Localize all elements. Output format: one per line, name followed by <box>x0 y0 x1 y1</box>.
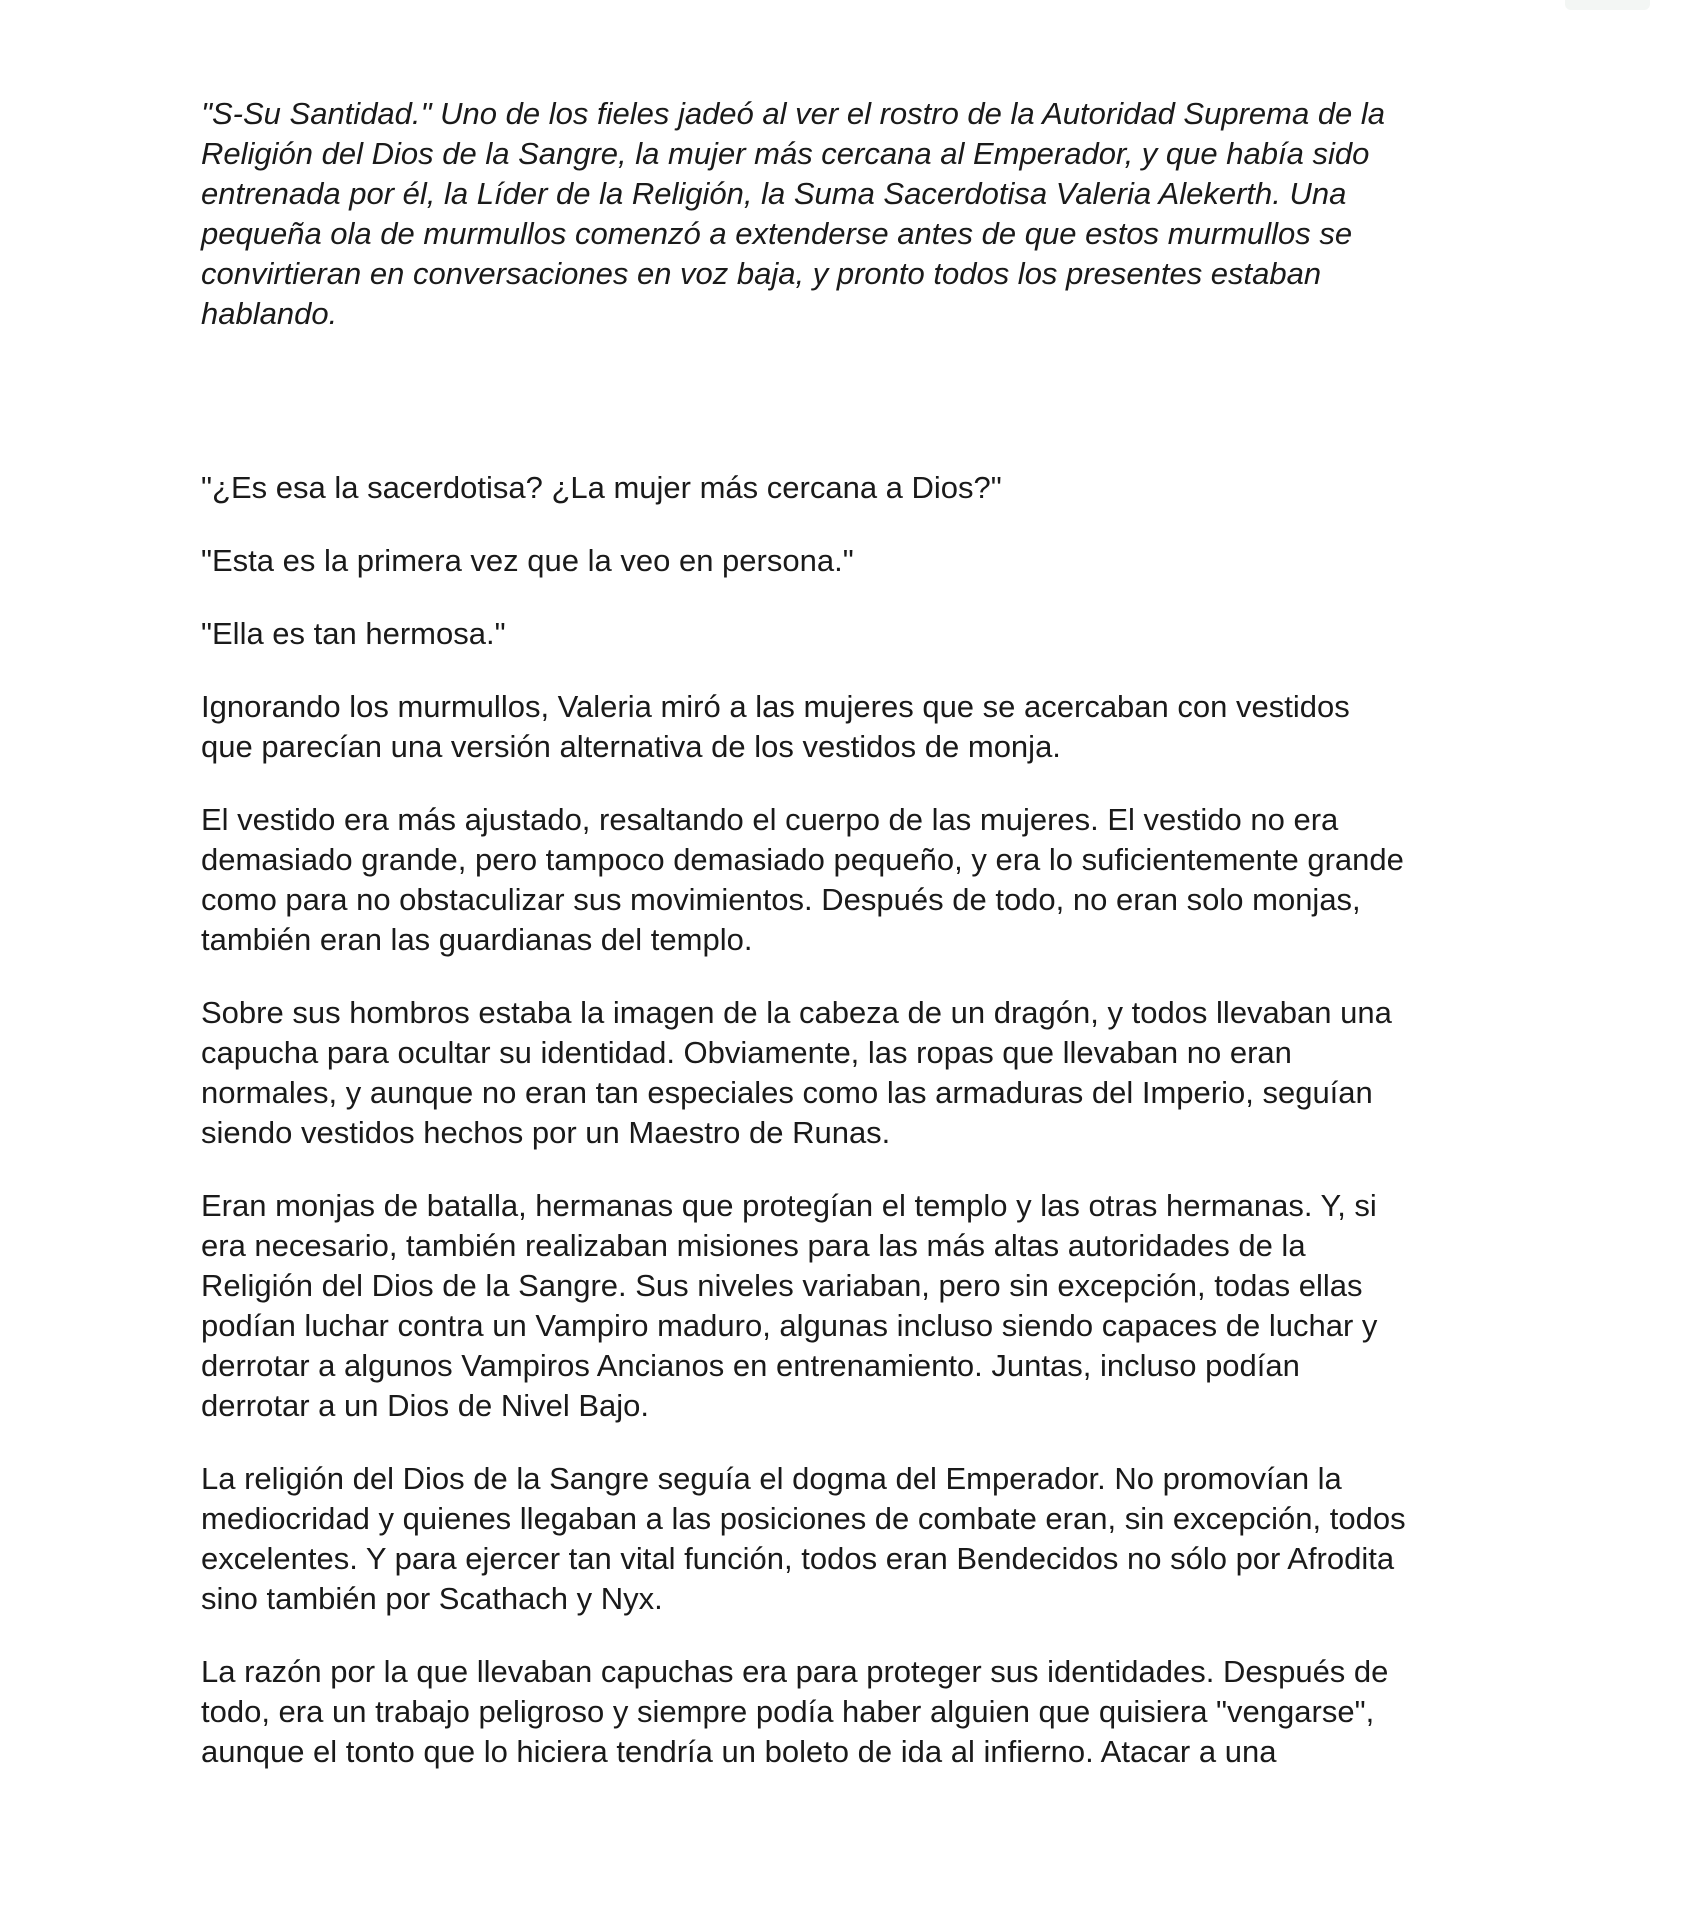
paragraph-8: Eran monjas de batalla, hermanas que protegían el templo y las otras hermanas. Y, si era necesario, también realizaban misiones para las más altas autoridades de la Religión del Dios de la Sangre. Sus niveles variaban, pero sin excepción, todas ellas podían luchar contra un Vampiro maduro, algunas incluso siendo capaces de luchar y derrotar a algunos Vampiros Ancianos en entrenamiento. Juntas, incluso podían derrotar a un Dios de Nivel Bajo. <box>201 1188 1378 1423</box>
paragraph-7: Sobre sus hombros estaba la imagen de la cabeza de un dragón, y todos llevaban una capucha para ocultar su identidad. Obviamente, las ropas que llevaban no eran normales, y aunque no eran tan especiales como las armaduras del Imperio, seguían siendo vestidos hechos por un Maestro de Runas. <box>201 995 1392 1150</box>
paragraph-9: La religión del Dios de la Sangre seguía el dogma del Emperador. No promovían la mediocridad y quienes llegaban a las posiciones de combate eran, sin excepción, todos excelentes. Y para ejercer tan vital función, todos eran Bendecidos no sólo por Afrodita sino también por Scathach y Nyx. <box>201 1461 1406 1616</box>
document-body <box>201 94 1531 1805</box>
paragraph-3: "Esta es la primera vez que la veo en persona." <box>201 543 854 578</box>
corner-tab <box>1565 0 1650 10</box>
paragraph-5: Ignorando los murmullos, Valeria miró a las mujeres que se acercaban con vestidos que parecían una versión alternativa de los vestidos de monja. <box>201 689 1350 764</box>
paragraph-2: "¿Es esa la sacerdotisa? ¿La mujer más cercana a Dios?" <box>201 470 1002 505</box>
paragraph-1: "S-Su Santidad." Uno de los fieles jadeó al ver el rostro de la Autoridad Suprema de la Religión del Dios de la Sangre, la mujer más cercana al Emperador, y que había sido entrenada por él, la Líder de la Religión, la Suma Sacerdotisa Valeria Alekerth. Una pequeña ola de murmullos comenzó a extenderse antes de que estos murmullos se convirtieran en conversaciones en voz baja, y pronto todos los presentes estaban hablando. <box>201 96 1386 331</box>
paragraph-4: "Ella es tan hermosa." <box>201 616 506 651</box>
paragraph-6: El vestido era más ajustado, resaltando el cuerpo de las mujeres. El vestido no era demasiado grande, pero tampoco demasiado pequeño, y era lo suficientemente grande como para no obstaculizar sus movimientos. Después de todo, no eran solo monjas, también eran las guardianas del templo. <box>201 802 1404 957</box>
paragraph-10: La razón por la que llevaban capuchas era para proteger sus identidades. Después de todo, era un trabajo peligroso y siempre podía haber alguien que quisiera "vengarse", aunque el tonto que lo hiciera tendría un boleto de ida al infierno. Atacar a una <box>201 1654 1389 1769</box>
